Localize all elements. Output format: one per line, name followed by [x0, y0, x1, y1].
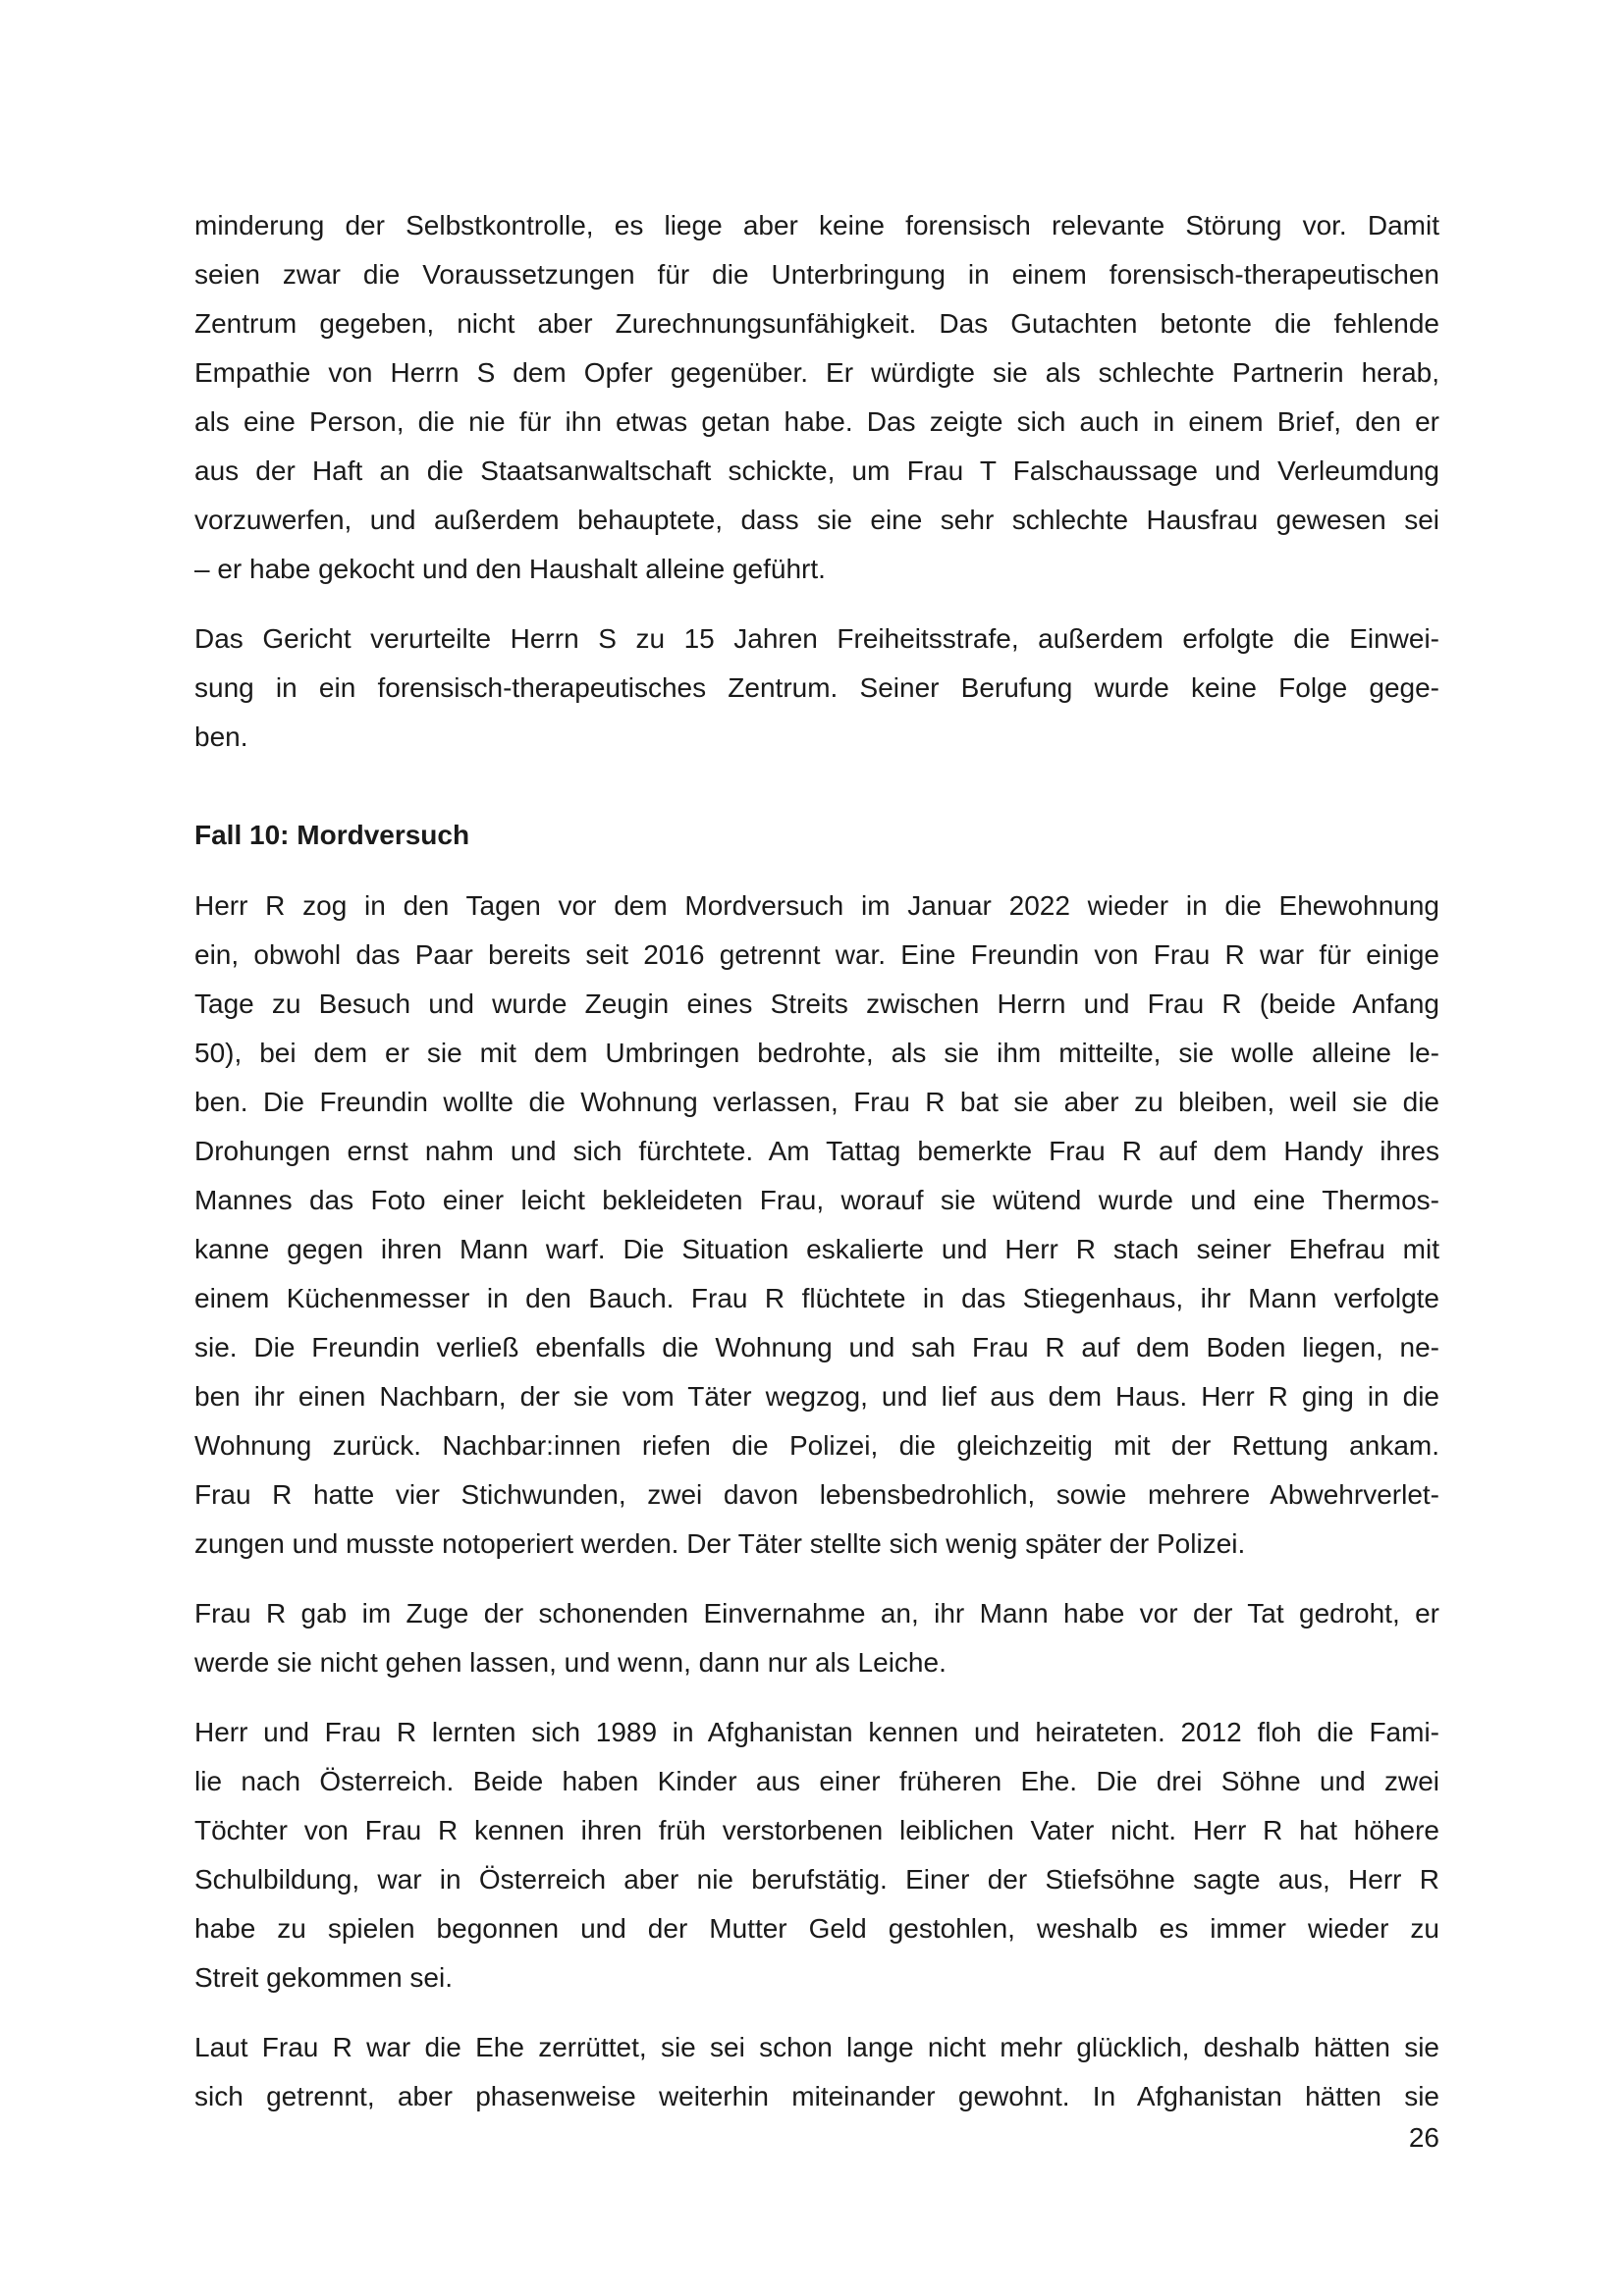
text-line: Frau R hatte vier Stichwunden, zwei davon lebensbedrohlich, sowie mehrere Abwehrverlet-: [194, 1479, 1439, 1510]
text-line: aus der Haft an die Staatsanwaltschaft schickte, um Frau T Falschaussage und Verleumdung: [194, 455, 1439, 486]
text-line: Mannes das Foto einer leicht bekleideten Frau, worauf sie wütend wurde und eine Thermos-: [194, 1185, 1439, 1215]
text-line: Wohnung zurück. Nachbar:innen riefen die Polizei, die gleichzeitig mit der Rettung ankam.: [194, 1430, 1439, 1461]
text-line: kanne gegen ihren Mann warf. Die Situation eskalierte und Herr R stach seiner Ehefrau mit: [194, 1234, 1439, 1264]
text-line: einem Küchenmesser in den Bauch. Frau R flüchtete in das Stiegenhaus, ihr Mann verfolgte: [194, 1283, 1439, 1313]
text-line: sie. Die Freundin verließ ebenfalls die Wohnung und sah Frau R auf dem Boden liegen, ne-: [194, 1332, 1439, 1362]
text-line: ben. Die Freundin wollte die Wohnung verlassen, Frau R bat sie aber zu bleiben, weil sie die: [194, 1087, 1439, 1117]
text-line: sung in ein forensisch-therapeutisches Zentrum. Seiner Berufung wurde keine Folge gege-: [194, 672, 1439, 703]
text-line: Zentrum gegeben, nicht aber Zurechnungsunfähigkeit. Das Gutachten betonte die fehlende: [194, 308, 1439, 339]
text-line: Herr und Frau R lernten sich 1989 in Afghanistan kennen und heirateten. 2012 floh die Fami-: [194, 1717, 1439, 1747]
text-line: zungen und musste notoperiert werden. Der Täter stellte sich wenig später der Polizei.: [194, 1528, 1246, 1559]
text-line: Töchter von Frau R kennen ihren früh verstorbenen leiblichen Vater nicht. Herr R hat höhere: [194, 1815, 1439, 1845]
text-line: ein, obwohl das Paar bereits seit 2016 getrennt war. Eine Freundin von Frau R war für einige: [194, 939, 1439, 970]
text-line: sich getrennt, aber phasenweise weiterhin miteinander gewohnt. In Afghanistan hätten sie: [194, 2081, 1439, 2111]
text-line: Streit gekommen sei.: [194, 1962, 453, 1993]
text-line: Empathie von Herrn S dem Opfer gegenüber. Er würdigte sie als schlechte Partnerin herab,: [194, 357, 1439, 388]
text-line: ben ihr einen Nachbarn, der sie vom Täter wegzog, und lief aus dem Haus. Herr R ging in die: [194, 1381, 1439, 1412]
paragraph: [194, 614, 1439, 762]
text-line: habe zu spielen begonnen und der Mutter Geld gestohlen, weshalb es immer wieder zu: [194, 1913, 1439, 1944]
paragraph: [194, 201, 1439, 594]
text-line: als eine Person, die nie für ihn etwas getan habe. Das zeigte sich auch in einem Brief, den er: [194, 406, 1439, 437]
paragraph: [194, 1589, 1439, 1687]
paragraph: [194, 2023, 1439, 2121]
text-line: seien zwar die Voraussetzungen für die Unterbringung in einem forensisch-therapeutischen: [194, 259, 1439, 290]
text-line: Drohungen ernst nahm und sich fürchtete. Am Tattag bemerkte Frau R auf dem Handy ihres: [194, 1136, 1439, 1166]
paragraph: [194, 881, 1439, 1569]
text-line: vorzuwerfen, und außerdem behauptete, dass sie eine sehr schlechte Hausfrau gewesen sei: [194, 505, 1439, 535]
page-number: 26: [1408, 2122, 1439, 2153]
text-line: lie nach Österreich. Beide haben Kinder aus einer früheren Ehe. Die drei Söhne und zwei: [194, 1766, 1439, 1796]
intro-section: [194, 201, 1439, 762]
text-line: Tage zu Besuch und wurde Zeugin eines Streits zwischen Herrn und Frau R (beide Anfang: [194, 988, 1439, 1019]
text-line: ben.: [194, 721, 248, 752]
text-line: werde sie nicht gehen lassen, und wenn, dann nur als Leiche.: [194, 1647, 947, 1678]
text-line: Das Gericht verurteilte Herrn S zu 15 Jahren Freiheitsstrafe, außerdem erfolgte die Einwei-: [194, 623, 1439, 654]
case-section: [194, 811, 1439, 2121]
text-line: Herr R zog in den Tagen vor dem Mordversuch im Januar 2022 wieder in die Ehewohnung: [194, 890, 1439, 921]
section-heading: Fall 10: Mordversuch: [194, 820, 470, 850]
text-line: Laut Frau R war die Ehe zerrüttet, sie sei schon lange nicht mehr glücklich, deshalb hätten sie: [194, 2032, 1439, 2062]
text-line: Frau R gab im Zuge der schonenden Einvernahme an, ihr Mann habe vor der Tat gedroht, er: [194, 1598, 1439, 1629]
paragraph: [194, 1708, 1439, 2002]
text-line: Schulbildung, war in Österreich aber nie berufstätig. Einer der Stiefsöhne sagte aus, Herr R: [194, 1864, 1439, 1895]
page-body: [194, 201, 1439, 2142]
text-line: – er habe gekocht und den Haushalt alleine geführt.: [194, 554, 826, 584]
text-line: 50), bei dem er sie mit dem Umbringen bedrohte, als sie ihm mitteilte, sie wolle alleine le-: [194, 1038, 1439, 1068]
text-line: minderung der Selbstkontrolle, es liege aber keine forensisch relevante Störung vor. Damit: [194, 210, 1439, 240]
